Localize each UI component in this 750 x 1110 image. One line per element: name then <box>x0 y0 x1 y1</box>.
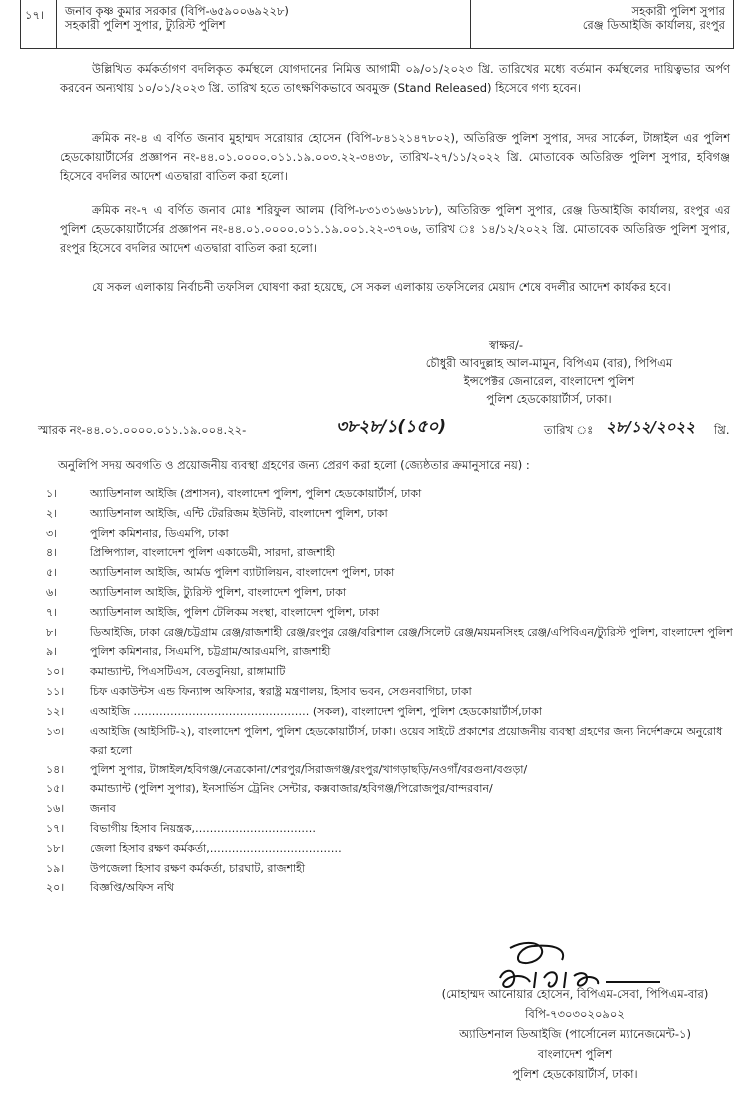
distribution-number: ১৩। <box>46 724 65 738</box>
distribution-item <box>46 878 736 898</box>
new-post-office: রেঞ্জ ডিআইজি কার্যালয়, রংপুর <box>582 18 725 33</box>
distribution-text: ডিআইজি, ঢাকা রেঞ্জ/চট্টগ্রাম রেঞ্জ/রাজশাহী রেঞ্জ/রংপুর রেঞ্জ/বরিশাল রেঞ্জ/সিলেট রেঞ্জ/ময়মনসিংহ রেঞ্জ/এপিবিএন/ট্যুরিস্ট পুলিশ, বাংলাদেশ পুলিশ <box>90 625 733 639</box>
officer-current-post: সহকারী পুলিশ সুপার, ট্যুরিস্ট পুলিশ <box>65 18 226 33</box>
distribution-item <box>46 702 736 722</box>
distribution-item <box>46 799 736 819</box>
distribution-item <box>46 839 736 859</box>
distribution-item <box>46 484 736 504</box>
distribution-item <box>46 543 736 563</box>
signature-block-additional-dig <box>410 984 740 1084</box>
distribution-text: কমান্ড্যান্ট, পিএসটিএস, বেতবুনিয়া, রাঙ্গামাটি <box>90 665 286 679</box>
signatory2-office: পুলিশ হেডকোয়ার্টার্স, ঢাকা। <box>512 1067 638 1081</box>
paragraph-release: উল্লিখিত কর্মকর্তাগণ বদলিকৃত কর্মস্থলে যোগদানের নিমিত্ত আগামী ০৯/০১/২০২৩ খ্রি. তারিখের মধ্যে বর্তমান কর্মস্থলের দায়িত্বভার অর্পণ করবেন অন্যথায় ১০/০১/২০২৩ খ্রি. তারিখ হতে তাৎক্ষণিকভাবে অবমুক্ত (Stand Released) হিসেবে গণ্য হবেন। <box>60 61 730 95</box>
distribution-number: ১৪। <box>46 762 65 776</box>
officer-cell <box>57 0 471 48</box>
distribution-number: ৩। <box>46 526 58 540</box>
distribution-item <box>46 682 736 702</box>
signatory2-name: (মোহাম্মদ আনোয়ার হোসেন, বিপিএম-সেবা, পিপিএম-বার) <box>441 987 709 1001</box>
distribution-item <box>46 779 736 799</box>
distribution-text: জনাব <box>90 802 116 816</box>
distribution-text: উপজেলা হিসাব রক্ষণ কর্মকর্তা, চারঘাট, রাজশাহী <box>90 861 306 875</box>
distribution-text: পুলিশ কমিশনার, সিএমপি, চট্টগ্রাম/আরএমপি, রাজশাহী <box>90 645 331 659</box>
signatory2-title: অ্যাডিশনাল ডিআইজি (পার্সোনেল ম্যানেজমেন্ট-১) <box>459 1027 691 1041</box>
distribution-number: ৭। <box>46 605 58 619</box>
distribution-item <box>46 623 736 643</box>
distribution-number: ২০। <box>46 881 65 895</box>
distribution-item <box>46 722 736 760</box>
memo-number-handwritten: ৩৮২৮/১(১৫০) <box>336 417 447 437</box>
memo-date-label: তারিখ ঃ <box>544 423 594 437</box>
signatory-title: ইন্সপেক্টর জেনারেল, বাংলাদেশ পুলিশ <box>463 374 635 388</box>
signed-label: স্বাক্ষর/- <box>489 338 524 352</box>
distribution-list <box>46 484 736 898</box>
distribution-number: ৯। <box>46 645 58 659</box>
distribution-text: প্রিন্সিপ্যাল, বাংলাদেশ পুলিশ একাডেমী, সারদা, রাজশাহী <box>90 546 335 560</box>
distribution-number: ২। <box>46 506 58 520</box>
signatory-name: চৌধুরী আবদুল্লাহ আল-মামুন, বিপিএম (বার), পিপিএম <box>425 356 673 370</box>
distribution-item <box>46 504 736 524</box>
memo-date-suffix: খ্রি. <box>714 423 730 437</box>
distribution-item <box>46 642 736 662</box>
distribution-text: পুলিশ সুপার, টাঙ্গাইল/হবিগঞ্জ/নেত্রকোনা/শেরপুর/সিরাজগঞ্জ/রংপুর/খাগড়াছড়ি/নওগাঁ/বরগুনা/বগুড়া/ <box>90 762 528 776</box>
distribution-text: কমান্ড্যান্ট (পুলিশ সুপার), ইনসার্ভিস ট্রেনিং সেন্টার, কক্সবাজার/হবিগঞ্জ/পিরোজপুর/বান্দরবান/ <box>90 782 493 796</box>
distribution-number: ১৯। <box>46 861 65 875</box>
distribution-text: অ্যাডিশনাল আইজি, পুলিশ টেলিকম সংস্থা, বাংলাদেশ পুলিশ, ঢাকা <box>90 605 380 619</box>
distribution-number: ১। <box>46 487 58 500</box>
distribution-number: ১৭। <box>46 821 65 835</box>
distribution-item <box>46 859 736 879</box>
distribution-number: ১৮। <box>46 841 65 855</box>
new-post-title: সহকারী পুলিশ সুপার <box>631 4 725 18</box>
distribution-number: ১৫। <box>46 782 65 796</box>
distribution-item <box>46 819 736 839</box>
distribution-item <box>46 603 736 623</box>
distribution-text: পুলিশ কমিশনার, ডিএমপি, ঢাকা <box>90 526 229 540</box>
distribution-text: অ্যাডিশনাল আইজি, আর্মড পুলিশ ব্যাটালিয়ন, বাংলাদেশ পুলিশ, ঢাকা <box>90 566 395 580</box>
memo-date-handwritten: ২৮/১২/২০২২ <box>606 418 695 436</box>
memo-number-printed: স্মারক নং-৪৪.০১.০০০০.০১১.১৯.০০৪.২২- <box>38 423 247 437</box>
distribution-number: ৫। <box>46 566 58 580</box>
distribution-item <box>46 563 736 583</box>
distribution-text: অ্যাডিশনাল আইজি (প্রশাসন), বাংলাদেশ পুলিশ, পুলিশ হেডকোয়ার্টার্স, ঢাকা <box>90 487 422 500</box>
signature-block-igp <box>384 336 714 408</box>
distribution-item <box>46 583 736 603</box>
distribution-number: ১০। <box>46 665 65 679</box>
memo-line <box>38 417 738 443</box>
distribution-item <box>46 662 736 682</box>
distribution-text: অ্যাডিশনাল আইজি, ট্যুরিস্ট পুলিশ, বাংলাদেশ পুলিশ, ঢাকা <box>90 585 347 599</box>
distribution-number: ৬। <box>46 585 58 599</box>
distribution-number: ৮। <box>46 625 58 639</box>
distribution-text: চিফ একাউন্টস এন্ড ফিন্যান্স অফিসার, স্বরাষ্ট্র মন্ত্রণালয়, হিসাব ভবন, সেগুনবাগিচা, ঢাকা <box>90 684 472 698</box>
signatory2-bp-number: বিপি-৭৩০৩০২০৯০২ <box>525 1007 625 1021</box>
distribution-text: বিজ্ঞপ্তি/অফিস নথি <box>90 881 175 895</box>
row-serial: ১৭। <box>21 0 57 48</box>
paragraph-cancel-serial-7: ক্রমিক নং-৭ এ বর্ণিত জনাব মোঃ শরিফুল আলম (বিপি-৮৩১৩১৬৬১৮৮), অতিরিক্ত পুলিশ সুপার, রেঞ্জ ডিআইজি কার্যালয়, রংপুর এর পুলিশ হেডকোয়ার্টার্সের প্রজ্ঞাপন নং-৪৪.০১.০০০০.০১১.১৯.০০১.২২-৩৭০৬, তারিখ ঃ ১৪/১২/২০২২ খ্রি. মোতাবেক অতিরিক্ত পুলিশ সুপার, রংপুর হিসেবে বদলির আদেশ এতদ্বারা বাতিল করা হলো। <box>60 202 730 255</box>
signatory-office: পুলিশ হেডকোয়ার্টার্স, ঢাকা। <box>486 392 612 406</box>
signatory2-org: বাংলাদেশ পুলিশ <box>537 1047 613 1061</box>
paragraph-cancel-serial-4: ক্রমিক নং-৪ এ বর্ণিত জনাব মুহাম্মদ সরোয়ার হোসেন (বিপি-৮৪১২১৪৭৮০২), অতিরিক্ত পুলিশ সুপার, সদর সার্কেল, টাঙ্গাইল এর পুলিশ হেডকোয়ার্টার্সের প্রজ্ঞাপন নং-৪৪.০১.০০০০.০১১.১৯.০০৩.২২-৩৪৩৮, তারিখ-২৭/১১/২০২২ খ্রি. মোতাবেক অতিরিক্ত পুলিশ সুপার, হবিগঞ্জ হিসেবে বদলির আদেশ এতদ্বারা বাতিল করা হলো। <box>60 130 730 183</box>
distribution-text: বিভাগীয় হিসাব নিয়ন্ত্রক,…………………………… <box>90 821 317 835</box>
copy-intro: অনুলিপি সদয় অবগতি ও প্রয়োজনীয় ব্যবস্থা গ্রহণের জন্য প্রেরণ করা হলো (জ্যেষ্ঠতার ক্রমানুসারে নয়) : <box>58 458 530 472</box>
distribution-item <box>46 760 736 780</box>
paragraph-election-note: যে সকল এলাকায় নির্বাচনী তফসিল ঘোষণা করা হয়েছে, সে সকল এলাকায় তফসিলের মেয়াদ শেষে বদলীর আদেশ কার্যকর হবে। <box>92 279 671 294</box>
distribution-text: জেলা হিসাব রক্ষণ কর্মকর্তা,……………………………… <box>90 841 342 855</box>
officer-name: জনাব কৃষ্ণ কুমার সরকার (বিপি-৬৫৯০০৬৯২২৮) <box>65 4 289 18</box>
new-post-cell <box>471 0 733 48</box>
distribution-text: এআইজি ………………………………………… (সকল), বাংলাদেশ পুলিশ, পুলিশ হেডকোয়ার্টার্স,ঢাকা <box>90 704 542 718</box>
distribution-item <box>46 524 736 544</box>
distribution-number: ১৬। <box>46 802 65 816</box>
distribution-number: ১২। <box>46 704 65 718</box>
distribution-number: ৪। <box>46 546 58 560</box>
distribution-text: এআইজি (আইসিটি-২), বাংলাদেশ পুলিশ, পুলিশ হেডকোয়ার্টার্স, ঢাকা। ওয়েব সাইটে প্রকাশের প্রয়োজনীয় ব্যবস্থা গ্রহণের জন্য নির্দেশক্রমে অনুরোধ করা হলো <box>90 724 723 757</box>
transfer-table-row <box>20 0 734 49</box>
distribution-number: ১১। <box>46 684 65 698</box>
distribution-text: অ্যাডিশনাল আইজি, এন্টি টেররিজম ইউনিট, বাংলাদেশ পুলিশ, ঢাকা <box>90 506 388 520</box>
